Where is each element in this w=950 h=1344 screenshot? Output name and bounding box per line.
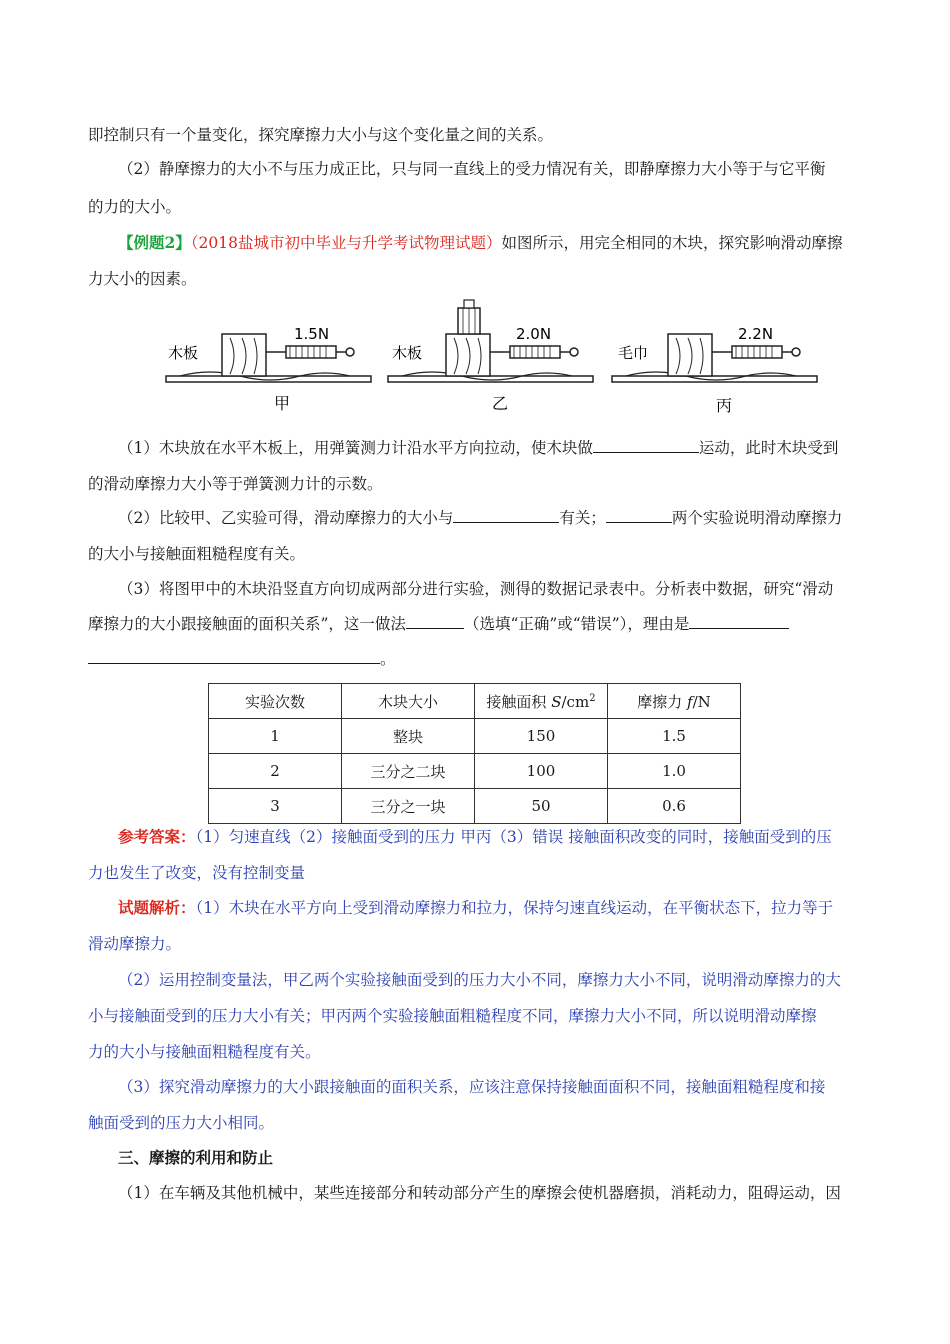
example-source: （2018盐城市初中毕业与升学考试物理试题） bbox=[190, 234, 502, 252]
explanation-label: 试题解析： bbox=[118, 898, 196, 917]
paragraph-line: 即控制只有一个量变化，探究摩擦力大小与这个变化量之间的关系。 bbox=[88, 126, 554, 144]
surface-label: 木板 bbox=[168, 344, 199, 362]
table-row: 3 三分之一块 50 0.6 bbox=[209, 789, 741, 824]
answer-line: 力也发生了改变，没有控制变量 bbox=[88, 864, 306, 882]
explanation-line: 力的大小与接触面粗糙程度有关。 bbox=[88, 1043, 321, 1061]
answer-blank[interactable] bbox=[606, 507, 672, 523]
example-tag: 【例题2】 bbox=[118, 233, 191, 252]
surface-label: 木板 bbox=[392, 344, 423, 362]
paragraph-line: （2）静摩擦力的大小不与压力成正比，只与同一直线上的受力情况有关，即静摩擦力大小等于与它平衡 bbox=[118, 160, 826, 178]
panel-caption: 丙 bbox=[716, 396, 733, 415]
answer-blank[interactable] bbox=[406, 613, 464, 629]
explanation-line: （2）运用控制变量法，甲乙两个实验接触面受到的压力大小不同，摩擦力大小不同，说明滑动摩擦力的大 bbox=[118, 971, 841, 989]
table-row: 2 三分之二块 100 1.0 bbox=[209, 754, 741, 789]
table-header: 摩擦力 f/N bbox=[608, 684, 741, 719]
question-line: （3）将图甲中的木块沿竖直方向切成两部分进行实验，测得的数据记录表中。分析表中数据，研究“滑动 bbox=[118, 580, 834, 598]
question-line: 的滑动摩擦力大小等于弹簧测力计的示数。 bbox=[88, 475, 383, 493]
panel-jia bbox=[166, 325, 371, 413]
table-header: 接触面积 $S/cm^2$ bbox=[475, 684, 608, 719]
spring-scale bbox=[732, 346, 782, 358]
panel-bing bbox=[612, 325, 817, 415]
data-table bbox=[208, 683, 741, 824]
table-header-row bbox=[209, 684, 741, 719]
board bbox=[388, 376, 593, 382]
answer-label: 参考答案： bbox=[118, 827, 196, 846]
table-header: 木块大小 bbox=[342, 684, 475, 719]
table-header: 实验次数 bbox=[209, 684, 342, 719]
paragraph-line: （1）在车辆及其他机械中，某些连接部分和转动部分产生的摩擦会使机器磨损，消耗动力，阻碍运动，因 bbox=[118, 1184, 841, 1202]
question-line: 的大小与接触面粗糙程度有关。 bbox=[88, 545, 306, 563]
board bbox=[166, 376, 371, 382]
force-reading: 1.5N bbox=[294, 325, 330, 343]
answer-blank[interactable] bbox=[593, 437, 699, 453]
paragraph-line: 力大小的因素。 bbox=[88, 270, 197, 288]
question-line: 。 bbox=[88, 648, 868, 670]
section-heading: 三、摩擦的利用和防止 bbox=[118, 1148, 274, 1167]
table-row: 1 整块 150 1.5 bbox=[209, 719, 741, 754]
example-heading bbox=[118, 232, 898, 254]
force-reading: 2.2N bbox=[738, 325, 774, 343]
experiment-figure bbox=[160, 296, 830, 421]
spring-scale bbox=[510, 346, 560, 358]
explanation-line: 试题解析：（1）木块在水平方向上受到滑动摩擦力和拉力，保持匀速直线运动，在平衡状态下，拉力等于 bbox=[118, 898, 834, 917]
answer-blank[interactable] bbox=[453, 507, 559, 523]
panel-caption: 乙 bbox=[492, 394, 509, 413]
question-line: （2）比较甲、乙实验可得，滑动摩擦力的大小与 有关； 两个实验说明滑动摩擦力 bbox=[118, 509, 843, 527]
explanation-line: 触面受到的压力大小相同。 bbox=[88, 1114, 275, 1132]
spring-scale bbox=[286, 346, 336, 358]
surface-label: 毛巾 bbox=[618, 344, 649, 362]
paragraph-line: 的力的大小。 bbox=[88, 198, 182, 216]
force-reading: 2.0N bbox=[516, 325, 552, 343]
answer-blank[interactable] bbox=[88, 648, 380, 664]
explanation-line: （3）探究滑动摩擦力的大小跟接触面的面积关系，应该注意保持接触面面积不同，接触面粗糙程度和接 bbox=[118, 1078, 826, 1096]
question-line: （1）木块放在水平木板上，用弹簧测力计沿水平方向拉动，使木块做 运动，此时木块受到 bbox=[118, 439, 839, 457]
panel-caption: 甲 bbox=[274, 394, 291, 413]
question-line: 摩擦力的大小跟接触面的面积关系”，这一做法 （选填“正确”或“错误”），理由是 bbox=[88, 613, 868, 635]
explanation-line: 滑动摩擦力。 bbox=[88, 935, 182, 953]
panel-yi bbox=[388, 300, 593, 413]
answer-blank[interactable] bbox=[689, 613, 789, 629]
explanation-line: 小与接触面受到的压力大小有关；甲丙两个实验接触面粗糙程度不同，摩擦力大小不同，所以说明滑动摩擦 bbox=[88, 1007, 817, 1025]
example-body: 如图所示，用完全相同的木块，探究影响滑动摩擦 bbox=[501, 234, 843, 252]
answer-line: 参考答案：（1）匀速直线（2）接触面受到的压力 甲丙（3）错误 接触面积改变的同时，接触面受到的压 bbox=[118, 827, 832, 846]
board bbox=[612, 376, 817, 382]
